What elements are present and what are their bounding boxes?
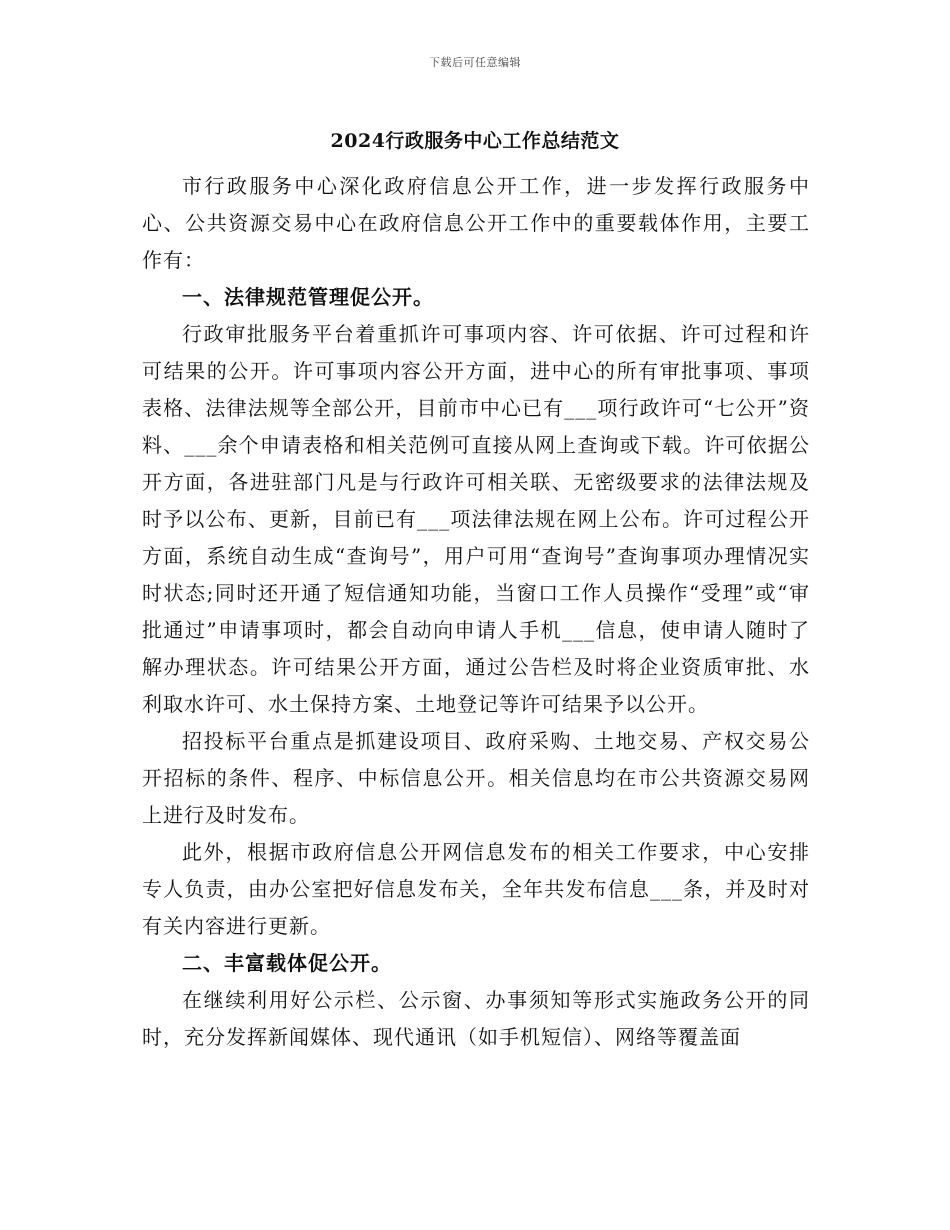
paragraph-intro: 市行政服务中心深化政府信息公开工作，进一步发挥行政服务中心、公共资源交易中心在政府信息公开工作中的重要载体作用，主要工作有： <box>142 174 810 272</box>
page-header-note: 下载后可任意编辑 <box>429 56 521 69</box>
paragraph-carriers: 在继续利用好公示栏、公示窗、办事须知等形式实施政务公开的同时，充分发挥新闻媒体、现代通讯（如手机短信）、网络等覆盖面 <box>142 988 810 1049</box>
section-heading-2: 二、丰富载体促公开。 <box>182 951 392 975</box>
document-title: 2024行政服务中心工作总结范文 <box>330 130 620 152</box>
paragraph-bidding-platform: 招投标平台重点是抓建设项目、政府采购、土地交易、产权交易公开招标的条件、程序、中标信息公开。相关信息均在市公共资源交易网上进行及时发布。 <box>142 729 810 827</box>
document-body <box>142 168 810 1056</box>
section-heading-1: 一、法律规范管理促公开。 <box>182 285 434 309</box>
paragraph-info-release: 此外，根据市政府信息公开网信息发布的相关工作要求，中心安排专人负责，由办公室把好信息发布关，全年共发布信息___条，并及时对有关内容进行更新。 <box>142 840 810 938</box>
paragraph-approval-platform: 行政审批服务平台着重抓许可事项内容、许可依据、许可过程和许可结果的公开。许可事项内容公开方面，进中心的所有审批事项、事项表格、法律法规等全部公开，目前市中心已有___项行政许可“七公开”资料、___余个申请表格和相关范例可直接从网上查询或下载。许可依据公开方面，各进驻部门凡是与行政许可相关联、无密级要求的法律法规及时予以公布、更新，目前已有___项法律法规在网上公布。许可过程公开方面，系统自动生成“查询号”，用户可用“查询号”查询事项办理情况实时状态;同时还开通了短信通知功能，当窗口工作人员操作“受理”或“审批通过”申请事项时，都会自动向申请人手机___信息，使申请人随时了解办理状态。许可结果公开方面，通过公告栏及时将企业资质审批、水利取水许可、水土保持方案、土地登记等许可结果予以公开。 <box>142 322 810 716</box>
